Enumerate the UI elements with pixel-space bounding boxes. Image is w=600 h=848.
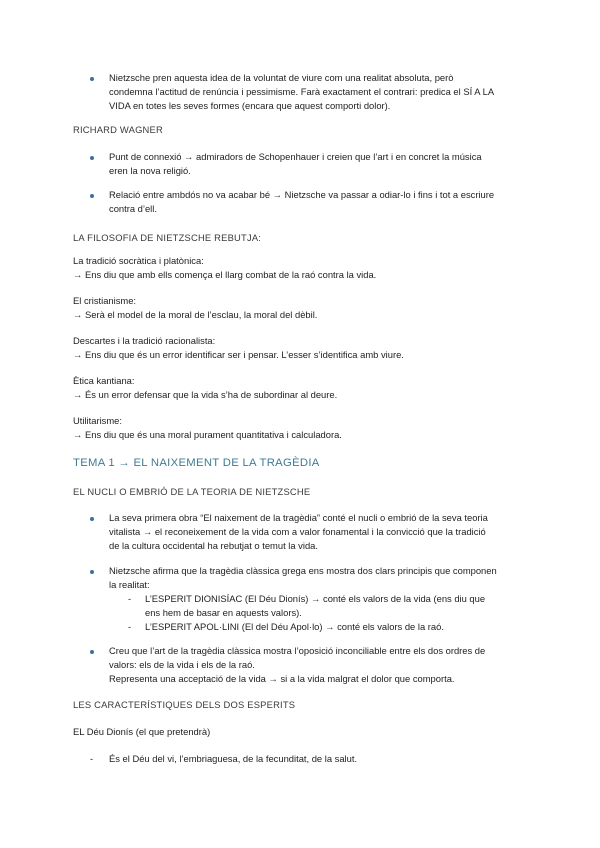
section-heading-rebutja: LA FILOSOFIA DE NIETZSCHE REBUTJA: — [73, 232, 262, 243]
item-title: El cristianisme: — [73, 295, 137, 306]
text-line: de la cultura occidental ha rebutjat o temut la vida. — [109, 540, 318, 552]
item-text: → Ens diu que amb ells comença el llarg combat de la raó contra la vida. — [73, 269, 377, 281]
text-line: L’ESPERIT DIONISÍAC (El Déu Dionís) → conté els valors de la vida (ens diu que — [145, 593, 486, 604]
deu-heading: EL Déu Dionís (el que pretendrà) — [73, 726, 211, 737]
text-line: Nietzsche pren aquesta idea de la voluntat de viure com una realitat absoluta, però — [109, 72, 454, 83]
dash-marker: - — [128, 593, 132, 604]
text-line: La seva primera obra “El naixement de la tragèdia” conté el nucli o embrió de la seva teoria — [109, 512, 488, 523]
nucli-bullet-3 — [109, 644, 529, 687]
text-line: contra d’ell. — [109, 203, 157, 215]
sub-item-apollini — [145, 620, 529, 634]
text-line: VIDA en totes les seves formes (encara que aquest comporti dolor). — [109, 100, 391, 112]
text-line: ens hem de basar en aquests valors). — [145, 607, 302, 619]
bullet-dot — [90, 650, 94, 654]
text-line: la realitat: — [109, 579, 150, 591]
text-line: vitalista → el reconeixement de la vida com a valor fonamental i la convicció que la tradició — [109, 526, 486, 538]
text-line: eren la nova religió. — [109, 165, 191, 177]
bullet-dot — [90, 194, 94, 198]
wagner-bullet-2 — [109, 188, 529, 216]
item-title: La tradició socràtica i platònica: — [73, 255, 204, 266]
rebutja-item — [73, 374, 533, 402]
item-text: → Ens diu que és una moral purament quantitativa i calculadora. — [73, 429, 342, 441]
item-text: → Ens diu que és un error identificar ser i pensar. L’esser s’identifica amb viure. — [73, 349, 404, 361]
bullet-dot — [90, 156, 94, 160]
text-line: condemna l’actitud de renúncia i pessimisme. Farà exactament el contrari: predica el SÍ A LA — [109, 86, 495, 98]
nucli-bullet-2 — [109, 564, 529, 592]
bullet-dot — [90, 570, 94, 574]
section-heading-nucli: EL NUCLI O EMBRIÓ DE LA TEORIA DE NIETZSCHE — [73, 486, 311, 497]
nucli-bullet-1 — [109, 511, 529, 554]
item-title: Descartes i la tradició racionalista: — [73, 335, 216, 346]
rebutja-item — [73, 414, 533, 442]
dash-marker: - — [90, 753, 94, 764]
intro-bullet — [109, 71, 529, 114]
item-text: → És un error defensar que la vida s’ha de subordinar al deure. — [73, 389, 338, 401]
item-title: Utilitarisme: — [73, 415, 122, 426]
item-title: Ètica kantiana: — [73, 375, 135, 386]
section-heading-caracteristiques: LES CARACTERÍSTIQUES DELS DOS ESPERITS — [73, 699, 296, 710]
text-line: valors: els de la vida i els de la raó. — [109, 659, 255, 671]
rebutja-item — [73, 334, 533, 362]
tema-title: TEMA 1 → EL NAIXEMENT DE LA TRAGÈDIA — [73, 457, 320, 469]
rebutja-item — [73, 254, 533, 282]
wagner-bullet-1 — [109, 150, 529, 178]
section-heading-wagner: RICHARD WAGNER — [73, 124, 163, 135]
deu-item: És el Déu del vi, l’embriaguesa, de la fecunditat, de la salut. — [109, 753, 358, 764]
sub-item-dionisiac — [145, 592, 529, 620]
text-line: Creu que l’art de la tragèdia clàssica mostra l’oposició inconciliable entre els dos ordres de — [109, 645, 486, 656]
bullet-dot — [90, 517, 94, 521]
text-line: Punt de connexió → admiradors de Schopenhauer i creien que l’art i en concret la música — [109, 151, 482, 162]
text-line: L’ESPERIT APOL·LINI (El del Déu Apol·lo) → conté els valors de la raó. — [145, 621, 444, 632]
text-line: Relació entre ambdós no va acabar bé → Nietzsche va passar a odiar-lo i fins i tot a escriure — [109, 189, 495, 200]
text-line: Nietzsche afirma que la tragèdia clàssica grega ens mostra dos clars principis que componen — [109, 565, 497, 576]
bullet-dot — [90, 77, 94, 81]
item-text: → Serà el model de la moral de l’esclau, la moral del dèbil. — [73, 309, 318, 321]
rebutja-item — [73, 294, 533, 322]
dash-marker: - — [128, 621, 132, 632]
text-line: Representa una acceptació de la vida → si a la vida malgrat el dolor que comporta. — [109, 673, 455, 685]
